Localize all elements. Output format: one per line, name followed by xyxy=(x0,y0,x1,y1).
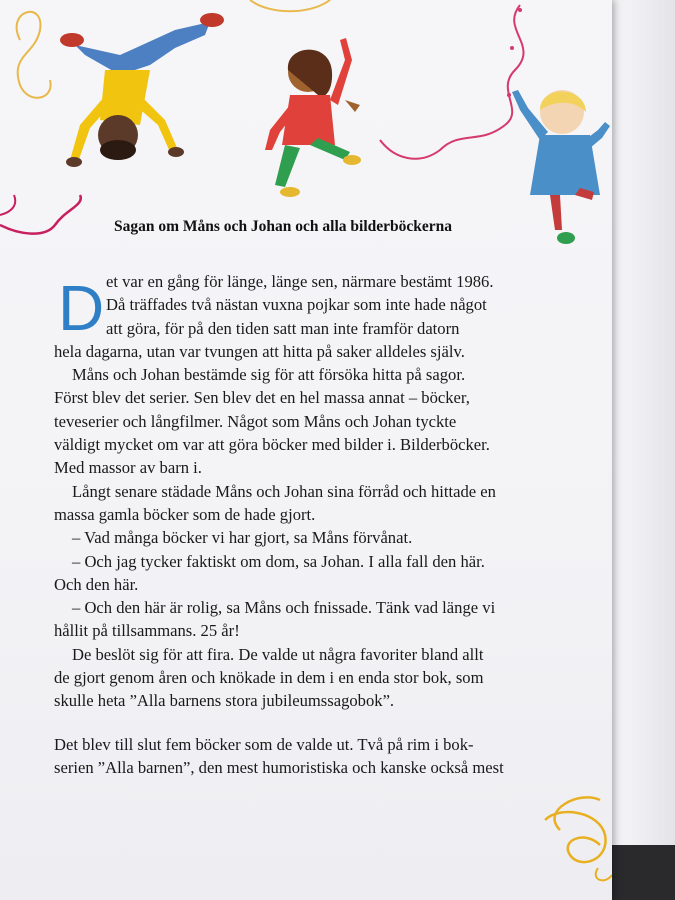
text-line: Då träffades två nästan vuxna pojkar som inte hade något xyxy=(106,295,487,315)
text-line: serien ”Alla barnen”, den mest humoristiska och kanske också mest xyxy=(54,757,504,777)
text-line: Måns och Johan bestämde sig för att försöka hitta på sagor. xyxy=(72,365,466,385)
girl-illustration xyxy=(265,38,361,197)
drop-cap: D xyxy=(58,272,105,344)
text-line: väldigt mycket om var att göra böcker med bilder i. Bilderböcker. xyxy=(54,435,490,455)
text-line: Med massor av barn i. xyxy=(54,458,202,478)
text-line: – Vad många böcker vi har gjort, sa Måns förvånat. xyxy=(72,528,413,548)
boy-illustration xyxy=(60,13,224,167)
text-line: hållit på tillsammans. 25 år! xyxy=(54,621,240,641)
text-line: teveserier och långfilmer. Något som Måns och Johan tyckte xyxy=(54,411,457,431)
text-line: – Och den här är rolig, sa Måns och fnissade. Tänk vad länge vi xyxy=(72,598,496,618)
text-line: et var en gång för länge, länge sen, närmare bestämt 1986. xyxy=(106,272,494,291)
text-line: att göra, för på den tiden satt man inte framför datorn xyxy=(106,318,460,338)
text-line: – Och jag tycker faktiskt om dom, sa Johan. I alla fall den här. xyxy=(72,551,485,571)
text-line: Långt senare städade Måns och Johan sina förråd och hittade en xyxy=(72,481,496,501)
text-line: De beslöt sig för att fira. De valde ut några favoriter bland allt xyxy=(72,644,484,664)
text-line: Först blev det serier. Sen blev det en hel massa annat – böcker, xyxy=(54,388,470,408)
story-title: Sagan om Måns och Johan och alla bilderböckerna xyxy=(114,218,453,235)
text-line: skulle heta ”Alla barnens stora jubileumssagobok”. xyxy=(54,691,395,711)
text-line: massa gamla böcker som de hade gjort. xyxy=(54,504,316,524)
paragraph-gap xyxy=(54,713,594,733)
text-line: Och den här. xyxy=(54,574,139,594)
text-line: Det blev till slut fem böcker som de valde ut. Två på rim i bok- xyxy=(54,734,474,754)
text-line: de gjort genom åren och knökade in dem i en enda stor bok, som xyxy=(54,668,484,688)
story-body xyxy=(54,270,594,779)
text-line: hela dagarna, utan var tvungen att hitta på saker alldeles själv. xyxy=(54,341,465,361)
